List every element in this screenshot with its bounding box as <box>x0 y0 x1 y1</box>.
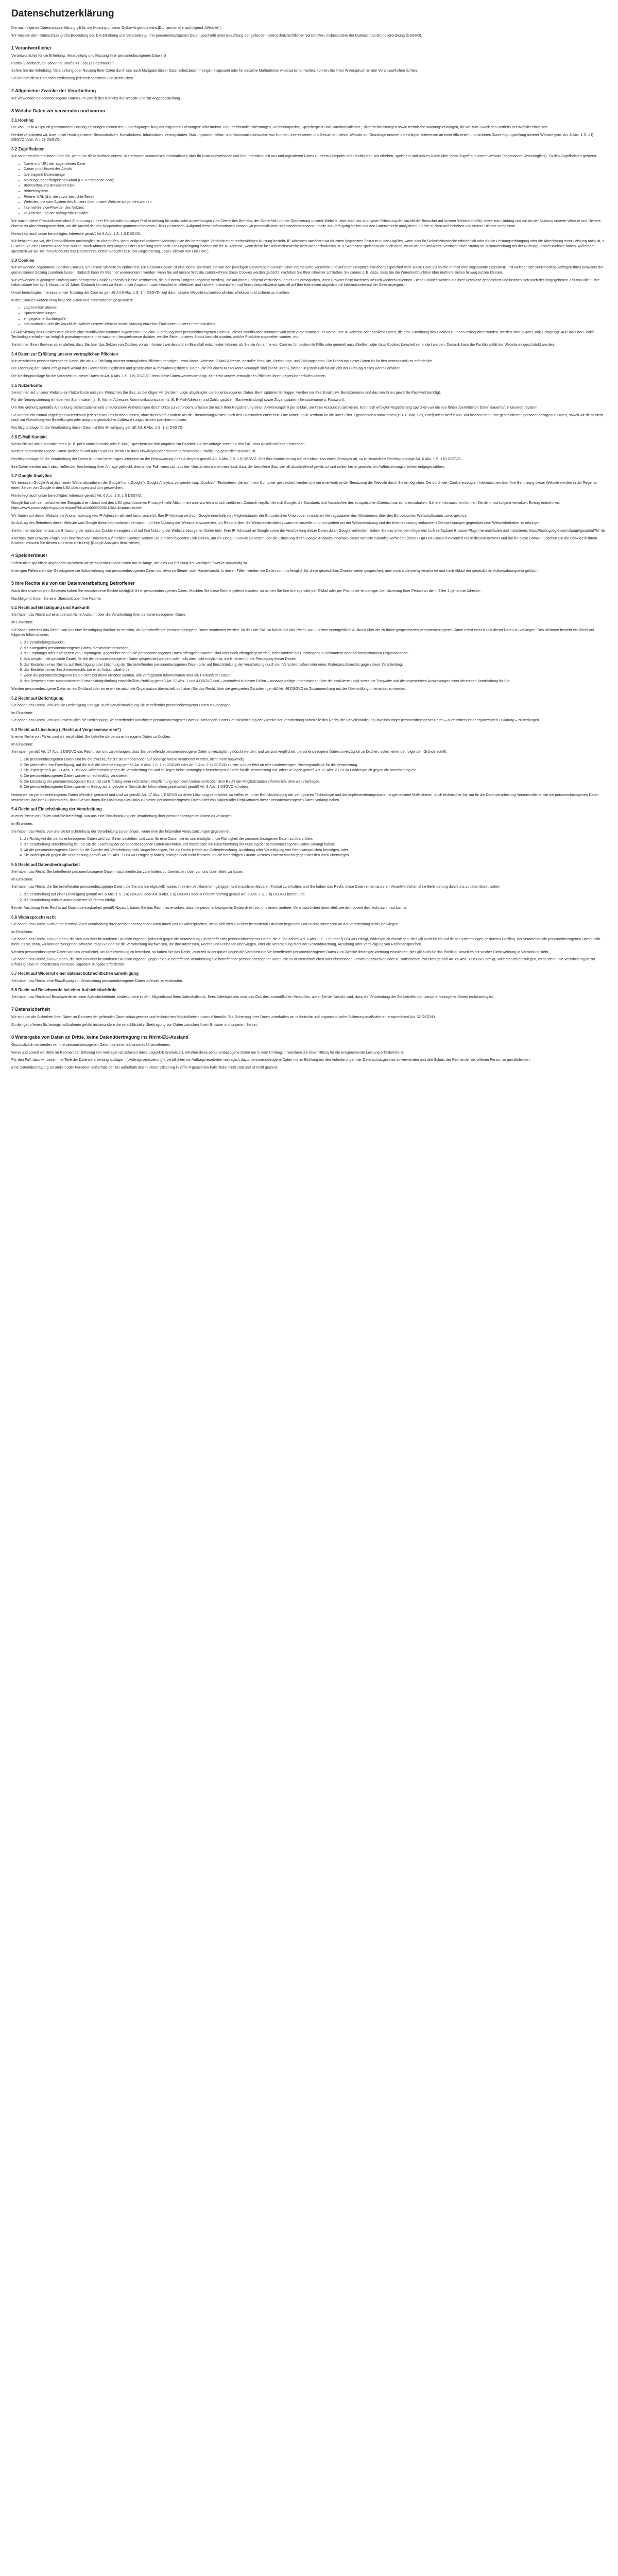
list-item: 3. Sie legen gemäß Art. 21 Abs. 1 DSGVO Widerspruch gegen die Verarbeitung ein und es liegen keine vorrangigen berechtigten Gründe für die Verarbeitung vor, oder Sie legen gemäß Art. 21 Abs. 2 DSGVO Widerspruch gegen die Verarbeitung ein. <box>24 768 607 773</box>
paragraph: Sie haben das Recht, aus Gründen, die sich aus Ihrer besonderen Situation ergeben, jederzeit gegen die Verarbeitung Sie betreffender personenbezogener Daten, die aufgrund von Art. 6 Abs. 1 S. 1 e) oder f) DSGVO erfolgt, Widerspruch einzulegen; dies gilt auch für ein auf diese Bestimmungen gestütztes Profiling. Wir verarbeiten die personenbezogenen Daten nicht mehr, es sei denn, wir können zwingende schutzwürdige Gründe für die Verarbeitung nachweisen, die Ihre Interessen, Rechte und Freiheiten überwiegen, oder die Verarbeitung dient der Geltendmachung, Ausübung oder Verteidigung von Rechtsansprüchen. <box>11 938 600 946</box>
list-item: 4. Die personenbezogenen Daten wurden unrechtmäßig verarbeitet. <box>24 774 607 779</box>
list-item: • Spracheinstellungen <box>24 311 607 316</box>
paragraph: In einer Reihe von Fällen sind wir verpflichtet, Sie betreffende personenbezogene Daten zu löschen. <box>11 735 171 739</box>
subsection-heading: 3.6 E-Mail Kontakt <box>11 434 47 439</box>
subsection-heading: 5.3 Recht auf Löschung („Recht auf Vergessenwerden“) <box>11 727 121 732</box>
paragraph: Sie haben das Recht auf eine übersichtliche Auskunft über die Verarbeitung Ihrer personenbezogenen Daten. <box>11 613 186 617</box>
section <box>11 1034 607 1071</box>
paragraph: Sie haben das Recht auf Beschwerde bei einer Aufsichtsbehörde, insbesondere in dem Mitgliedstaat Ihres Aufenthaltsorts, Ihres Arbeitsplatzes oder des Orts des mutmaßlichen Verstoßes, wenn Sie der Ansicht sind, dass die Verarbeitung der Sie betreffenden personenbezogenen Daten rechtswidrig ist. <box>11 995 494 999</box>
section <box>11 1006 607 1028</box>
numbered-list <box>11 640 607 684</box>
paragraph: Wir verwenden in geringem Umfang auch persistente Cookies (ebenfalls kleine Textdateien, die auf Ihrem Endgerät abgelegt werden), die auf Ihrem Endgerät verbleiben und es uns ermöglichen, Ihren Browser beim nächsten Besuch wiederzuerkennen. Diese Cookies werden auf Ihrer Festplatte gespeichert und löschen sich nach der vorgegebenen Zeit von allein. Ihre Lebensdauer beträgt 1 Monat bis 10 Jahre. Dadurch können wir Ihnen unser Angebot nutzerfreundlicher, effektiver und sicherer präsentieren und Ihnen beispielsweise speziell auf Ihre Interessen abgestimmte Informationen auf der Seite anzeigen. <box>11 278 600 287</box>
paragraph: Wir sind um die Sicherheit Ihrer Daten im Rahmen der geltenden Datenschutzgesetze und technischen Möglichkeiten maximal bemüht. Zur Sicherung Ihrer Daten unterhalten wir technische und organisatorische Sicherungsmaßnahmen entsprechend Art. 32 DSGVO. <box>11 1015 436 1020</box>
paragraph: Sie haben das Recht, von uns unverzüglich die Berichtigung Sie betreffender unrichtiger personenbezogener Daten zu verlangen. Unter Berücksichtigung der Zwecke der Verarbeitung haben Sie das Recht, die Vervollständigung unvollständiger personenbezogener Daten – auch mittels einer ergänzenden Erklärung – zu verlangen. <box>11 719 540 723</box>
paragraph: Sofern nicht spezifisch angegeben speichern wir personenbezogene Daten nur so lange, wie dies zur Erfüllung der verfolgten Zwecke notwendig ist. <box>11 562 248 566</box>
list-item: • übertragene Datenmenge <box>24 173 607 178</box>
paragraph: Zu den getroffenen Sicherungsmaßnahmen gehört insbesondere die verschlüsselte Übertragung von Daten zwischen Ihrem Browser und unserem Server. <box>11 1023 258 1027</box>
list-item: 7. wenn die personenbezogenen Daten nicht bei Ihnen erhoben werden, alle verfügbaren Informationen über die Herkunft der Daten; <box>24 673 607 679</box>
paragraph: Sie haben das Recht, aus Gründen, die sich aus Ihrer besonderen Situation ergeben, gegen die Sie betreffende Verarbeitung Sie betreffender personenbezogener Daten, die zu wissenschaftlichen oder historischen Forschungszwecken oder zu statistischen Zwecken gemäß Art. 89 Abs. 1 DSGVO erfolgt, Widerspruch einzulegen, es sei denn, die Verarbeitung ist zur Erfüllung einer im öffentlichen Interesse liegenden Aufgabe erforderlich. <box>11 958 596 967</box>
section-heading: 8 Weitergabe von Daten an Dritte, keine Datenübertragung ins Nicht-EU-Ausland <box>11 1034 188 1040</box>
list-item: 6. das Bestehen eines Beschwerderechts bei einer Aufsichtsbehörde; <box>24 668 607 673</box>
numbered-list <box>11 837 607 858</box>
bullet-list <box>11 162 607 216</box>
section-heading: 7 Datensicherheit <box>11 1006 50 1012</box>
paragraph: Sie haben das Recht, Sie betreffende personenbezogene Daten maschinenlesbar zu erhalten, zu übermitteln, oder von uns übermitteln zu lassen. <box>11 870 245 874</box>
paragraph: Grundsätzlich verwenden wir Ihre personenbezogenen Daten nur innerhalb unseres Unternehmens. <box>11 1043 171 1047</box>
section <box>11 26 607 38</box>
paragraph: Sie haben das Recht, auch einer rechtmäßigen Verarbeitung Ihrer personenbezogenen Daten durch uns zu widersprechen, wenn sich dies aus Ihrer besonderen Situation begründet und unsere Interessen an der Verarbeitung nicht überwiegen. <box>11 922 399 926</box>
paragraph: Wir benutzen Google Analytics, einen Webanalysedienst der Google Inc. („Google“). Google Analytics verwendet sog. „Cookies“, Textdateien, die auf Ihrem Computer gespeichert werden und die eine Analyse der Benutzung der Website durch Sie ermöglichen. Die durch den Cookie erzeugten Informationen über Ihre Benutzung dieser Website werden in der Regel an einen Server von Google in den USA übertragen und dort gespeichert. <box>11 481 598 490</box>
paragraph: Weitere personenbezogene Daten speichern und nutzen wir nur, wenn Sie dazu einwilligen oder dies ohne besondere Einwilligung gesetzlich zulässig ist. <box>11 450 256 454</box>
page-title: Datenschutzerklärung <box>11 8 114 19</box>
paragraph: In einigen Fällen sieht der Gesetzgeber die Aufbewahrung von personenbezogenen Daten vor, etwa im Steuer- oder Handelsrecht. In diesen Fällen werden die Daten von uns lediglich für diese gesetzlichen Zwecke weiter gespeichert, aber nicht anderweitig verarbeitet und nach Ablauf der gesetzlichen Aufbewahrungsfrist gelöscht. <box>11 569 540 573</box>
subsection-heading: 5.6 Widerspruchsrecht <box>11 914 56 920</box>
paragraph: In einer Reihe von Fällen sind Sie berechtigt, von uns eine Einschränkung der Verarbeitung Ihrer personenbezogenen Daten zu verlangen. <box>11 815 233 819</box>
paragraph: Für die Neuregistrierung erheben wir Stammdaten (z. B. Name, Adresse), Kommunikationsdaten (z. B. E-Mail-Adresse) und Zahlungsdaten (Bankverbindung) sowie Zugangsdaten (Benutzername u. Passwort). <box>11 398 345 402</box>
list-item: 4. Sie Widerspruch gegen die Verarbeitung gemäß Art. 21 Abs. 1 DSGVO eingelegt haben, solange noch nicht feststeht, ob die berechtigten Gründe unseres Unternehmens gegenüber den Ihren überwiegen. <box>24 853 607 858</box>
paragraph: Im Einzelnen: <box>11 711 33 715</box>
paragraph: Wir sammeln Informationen über Sie, wenn Sie diese Website nutzen. Wir erfassen automatisch Informationen über Ihr Nutzungsverhalten und Ihre Interaktion mit uns und registrieren Daten zu Ihrem Computer oder Mobilgerät. Wir erheben, speichern und nutzen Daten über jeden Zugriff auf unsere Website (sogenannte Serverlogfiles). Zu den Zugriffsdaten gehören: <box>11 155 597 159</box>
section <box>11 88 607 101</box>
paragraph: Wenn Sie mit uns in Kontakt treten (z. B. per Kontaktformular oder E-Mail), speichern wir Ihre Angaben zur Bearbeitung der Anfrage sowie für den Fall, dass Anschlussfragen entstehen. <box>11 442 306 446</box>
list-item: 5. Die Löschung der personenbezogenen Daten ist zur Erfüllung einer rechtlichen Verpflichtung nach dem Unionsrecht oder dem Recht der Mitgliedstaaten erforderlich, dem wir unterliegen. <box>24 779 607 785</box>
paragraph: Unser berechtigtes Interesse an der Nutzung der Cookies gemäß Art 6 Abs. 1 S. 1 f) DSGVO liegt darin, unsere Website nutzerfreundlicher, effektiver und sicherer zu machen. <box>11 291 290 295</box>
section-heading: 4 Speicherdauer <box>11 553 48 558</box>
paragraph: Die von uns in Anspruch genommenen Hosting-Leistungen dienen der Zurverfügungstellung der folgenden Leistungen: Infrastruktur- und Plattformdienstleistungen, Rechenkapazität, Speicherplatz und Datenbankdienste, Sicherheitsleistungen sowie technische Wartungsleistungen, die wir zum Zweck des Betriebs der Website einsetzen. <box>11 126 548 130</box>
section <box>11 580 607 1000</box>
paragraph: Haben wir die personenbezogenen Daten öffentlich gemacht und sind wir gemäß Art. 17 Abs. 1 DSGVO zu deren Löschung verpflichtet, so treffen wir unter Berücksichtigung der verfügbaren Technologie und der Implementierungskosten angemessene Maßnahmen, auch technischer Art, um für die Datenverarbeitung Verantwortliche, die die personenbezogenen Daten verarbeiten, darüber zu informieren, dass Sie von ihnen die Löschung aller Links zu diesen personenbezogenen Daten oder von Kopien oder Replikationen dieser personenbezogenen Daten verlangt haben. <box>11 793 599 802</box>
paragraph: Sie können darüber hinaus die Erfassung der durch das Cookie erzeugten und auf Ihre Nutzung der Website bezogenen Daten (inkl. Ihrer IP-Adresse) an Google sowie die Verarbeitung dieser Daten durch Google verhindern, indem Sie das unter dem folgenden Link verfügbare Browser-Plugin herunterladen und installieren: https://tools.google.com/dlpage/gaoptout?hl=de <box>11 529 605 533</box>
section-heading: 1 Verantwortlicher <box>11 45 52 50</box>
paragraph: Die nachfolgende Datenschutzerklärung gilt für die Nutzung unseres Online-Angebots www.[Domainname] (nachfolgend „Website“). <box>11 26 222 30</box>
paragraph: Sie können diese Datenschutzerklärung jederzeit speichern und ausdrucken. <box>11 76 134 80</box>
list-item: 1. die Verarbeitungszwecke; <box>24 640 607 646</box>
paragraph: Für den Fall, dass wir bestimmte Teile der Datenverarbeitung auslagern („Auftragsverarbeitung“), verpflichten wir Auftragsverarbeiter vertraglich dazu, personenbezogene Daten nur im Einklang mit den Anforderungen der Datenschutzgesetze zu verwenden und den Schutz der Rechte der betroffenen Person zu gewährleisten. <box>11 1058 530 1062</box>
paragraph: Sie können auf unserer Website ein Nutzerkonto anlegen. Wünschen Sie dies, so benötigen wir die beim Login abgefragten personenbezogenen Daten. Beim späteren Einloggen werden nur Ihre Email bzw. Benutzername und das von Ihnen gewählte Passwort benötigt. <box>11 391 441 395</box>
paragraph: Bei Aktivierung des Cookies wird diesem eine Identifikationsnummer zugewiesen und eine Zuordnung Ihrer personenbezogenen Daten zu dieser Identifikationsnummer wird nicht vorgenommen. Ihr Name, Ihre IP-Adresse oder ähnliche Daten, die eine Zuordnung des Cookies zu Ihnen ermöglichen würden, werden nicht in den Cookie eingelegt. Auf Basis der Cookie-Technologie erhalten wir lediglich pseudonymisierte Informationen, beispielsweise darüber, welche Seiten unseres Shops besucht wurden, welche Produkte angesehen wurden, etc. <box>11 330 596 340</box>
list-item: 3. wir die personenbezogenen Daten für die Zwecke der Verarbeitung nicht länger benötigen, Sie die Daten jedoch zur Geltendmachung, Ausübung oder Verteidigung von Rechtsansprüchen benötigen, oder <box>24 848 607 853</box>
list-item: • Websites, die vom System des Nutzers über unsere Website aufgerufen werden <box>24 200 607 205</box>
subsection-heading: 5.2 Recht auf Berichtigung <box>11 696 64 701</box>
section <box>11 552 607 574</box>
paragraph: Sie können ein einmal angelegtes Nutzerkonto jederzeit von uns löschen lassen, ohne dass hierfür andere als die Übermittlungskosten nach den Basistarifen entstehen. Eine Mitteilung in Textform an die unter Ziffer 1 genannten Kontaktdaten (z.B. E-Mail, Fax, Brief) reicht hierfür aus. Wir löschen dann Ihre gespeicherten personenbezogenen Daten, soweit wir diese nicht noch zur Abwicklung von Bestellungen oder aufgrund gesetzlicher Aufbewahrungspflichten speichern müssen. <box>11 413 603 422</box>
list-item: 1. Die personenbezogenen Daten sind für die Zwecke, für die sie erhoben oder auf sonstige Weise verarbeitet wurden, nicht mehr notwendig. <box>24 757 607 762</box>
list-item: • Name und URL der abgerufenen Datei <box>24 162 607 167</box>
list-item: • Betriebssystem <box>24 189 607 194</box>
list-item: • Informationen über die Anzahl der Aufrufe unserer Website sowie Nutzung einzelner Funktionen unseres Internetauftritts. <box>24 322 607 327</box>
subsection-heading: 5.7 Recht auf Widerruf einer datenschutzrechtlichen Einwilligung <box>11 971 139 976</box>
list-item: 2. die Verarbeitung mithilfe automatisierter Verfahren erfolgt. <box>24 898 607 903</box>
paragraph: Im Einzelnen: <box>11 877 33 882</box>
paragraph: Wenn und soweit wir Dritte im Rahmen der Erfüllung von Verträgen einschalten (etwa Logistik-Dienstleister), erhalten diese personenbezogene Daten nur in dem Umfang, in welchem die Übermittlung für die entsprechende Leistung erforderlich ist. <box>11 1050 404 1055</box>
paragraph: Hierin liegt auch unser berechtigtes Interesse gemäß Art. 6 Abs. 1 S. 1 f) DSGVO. <box>11 494 142 498</box>
subsection-heading: 5.4 Recht auf Einschränkung der Verarbeitung <box>11 807 102 812</box>
paragraph: Werden personenbezogene Daten an ein Drittland oder an eine internationale Organisation übermittelt, so haben Sie das Recht, über die geeigneten Garantien gemäß Art. 46 DSGVO im Zusammenhang mit der Übermittlung unterrichtet zu werden. <box>11 687 406 691</box>
paragraph: Sie haben gemäß Art. 17 Abs. 1 DSGVO das Recht, von uns zu verlangen, dass Sie betreffende personenbezogene Daten unverzüglich gelöscht werden, und wir sind verpflichtet, personenbezogene Daten unverzüglich zu löschen, sofern einer der folgenden Gründe zutrifft: <box>11 750 448 754</box>
paragraph: Nach den anwendbaren Gesetzen haben Sie verschiedene Rechte bezüglich Ihrer personenbezogenen Daten. Möchten Sie diese Rechte geltend machen, so richten Sie Ihre Anfrage bitte per E-Mail oder per Post unter eindeutiger Identifizierung Ihrer Person an die in Ziffer 1 genannte Adresse. <box>11 589 481 594</box>
paragraph: Im Einzelnen: <box>11 822 33 826</box>
list-item: 1. die Richtigkeit der personenbezogenen Daten wird von Ihnen bestritten, und zwar für eine Dauer, die es uns ermöglicht, die Richtigkeit der personenbezogenen Daten zu überprüfen, <box>24 837 607 842</box>
paragraph: Im Auftrag des Betreibers dieser Website wird Google diese Informationen benutzen, um Ihre Nutzung der Website auszuwerten, um Reports über die Websiteaktivitäten zusammenzustellen und um weitere mit der Websitenutzung und der Internetnutzung verbundene Dienstleistungen gegenüber dem Websitebetreiber zu erbringen. <box>11 521 542 526</box>
paragraph: Alternativ zum Browser-Plugin oder innerhalb von Browsern auf mobilen Geräten können Sie auf den folgenden Link klicken, um ein Opt-Out-Cookie zu setzen, der die Erfassung durch Google Analytics innerhalb dieser Website zukünftig verhindert (dieses Opt-Out-Cookie funktioniert nur in diesem Browser und nur für diese Domain. Löschen Sie die Cookies in Ihrem Browser, müssen Sie diesen Link erneut klicken): [Google Analytics deaktivieren] <box>11 536 597 546</box>
list-item: 2. die Kategorien personenbezogener Daten, die verarbeitet werden; <box>24 646 607 651</box>
paragraph: Wir verwenden sogenannte Session-Cookies, um unsere Website zu optimieren. Ein Session-Cookie ist eine kleine Textdatei, die von den jeweiligen Servern beim Besuch einer Internetseite verschickt und auf Ihrer Festplatte zwischengespeichert wird. Diese Datei als solche enthält eine sogenannte Session-ID, mit welcher sich verschiedene Anfragen Ihres Browsers der gemeinsamen Sitzung zuordnen lassen. Dadurch kann Ihr Rechner wiedererkannt werden, wenn Sie auf unsere Website zurückkehren. Diese Cookies werden gelöscht, nachdem Sie Ihren Browser schließen. Sie dienen z. B. dazu, dass Sie die Warenkorbfunktion über mehrere Seiten hinweg nutzen können. <box>11 266 604 275</box>
paragraph: Wir haben auf dieser Website die Anonymisierung von IP-Adressen aktiviert (anonymizeIp). Ihre IP-Adresse wird von Google innerhalb von Mitgliedstaaten der Europäischen Union oder in anderen Vertragsstaaten des Abkommens über den Europäischen Wirtschaftsraum zuvor gekürzt. <box>11 514 467 518</box>
numbered-list <box>11 892 607 903</box>
list-item: • eingegebene Suchbegriffe <box>24 317 607 322</box>
subsection-heading: 3.7 Google Analytics <box>11 473 52 479</box>
list-item: • Log-In-Informationen <box>24 306 607 311</box>
paragraph: Wir verarbeiten personenbezogene Daten, die wir zur Erfüllung unserer vertraglichen Pflichten benötigen, etwa Name, Adresse, E-Mail-Adresse, bestellte Produkte, Rechnungs- und Zahlungsdaten. Die Erhebung dieser Daten ist für den Vertragsschluss erforderlich. <box>11 359 434 363</box>
privacy-policy-document <box>0 0 618 1092</box>
paragraph: Hierbei verarbeiten wir, bzw. unser Hostinganbieter Bestandsdaten, Kontaktdaten, Inhaltsdaten, Vertragsdaten, Nutzungsdaten, Meta- und Kommunikationsdaten von Kunden, Interessenten und Besuchern dieser Website auf Grundlage unserer berechtigten Interessen an einer effizienten und sicheren Zurverfügungstellung unserer Website gem. Art. 6 Abs. 1 S. 1 f) DSGVO i.V.m. Art. 28 DSGVO. <box>11 133 594 142</box>
paragraph: Sie haben das Recht, eine Einwilligung zur Verarbeitung personenbezogener Daten jederzeit zu widerrufen. <box>11 979 183 983</box>
paragraph: Im Einzelnen: <box>11 621 33 625</box>
subsection-heading: 3.5 Nutzerkonto <box>11 383 43 388</box>
sections-container <box>11 26 607 1070</box>
paragraph: Hierin liegt auch unser berechtigtes Interesse gemäß Art 6 Abs. 1 S. 1 f) DSGVO. <box>11 232 141 236</box>
paragraph: Sofern Sie der Erhebung, Verarbeitung oder Nutzung Ihrer Daten durch uns nach Maßgabe dieser Datenschutzbestimmungen insgesamt oder für einzelne Maßnahmen widersprechen wollen, können Sie Ihren Widerspruch an den Verantwortlichen richten. <box>11 69 418 73</box>
subsection-heading: 5.1 Recht auf Bestätigung und Auskunft <box>11 605 90 611</box>
paragraph: Sie können Ihren Browser so einstellen, dass Sie über das Setzen von Cookies vorab informiert werden und im Einzelfall entscheiden können, ob Sie die Annahme von Cookies für bestimmte Fälle oder generell ausschließen, oder dass Cookies komplett verhindert werden. Dadurch kann die Funktionalität der Website eingeschränkt werden. <box>11 343 555 347</box>
list-item: • Referer URL (d.h. die zuvor besuchte Seite) <box>24 195 607 200</box>
list-item: 5. das Bestehen eines Rechts auf Berichtigung oder Löschung der Sie betreffenden personenbezogenen Daten oder auf Einschränkung der Verarbeitung durch den Verantwortlichen oder eines Widerspruchsrechts gegen diese Verarbeitung; <box>24 663 607 668</box>
numbered-list <box>11 757 607 790</box>
paragraph: Wir behalten uns vor, die Protokolldaten nachträglich zu überprüfen, wenn aufgrund konkreter Anhaltspunkte der berechtigte Verdacht einer rechtswidrigen Nutzung besteht. IP-Adressen speichern wir für einen begrenzten Zeitraum in den Logfiles, wenn dies für Sicherheitszwecke erforderlich oder für die Leistungserbringung oder die Abrechnung einer Leistung nötig ist, z. B. wenn Sie eines unserer Angebote nutzen. Nach Abbruch des Vorgangs der Bestellung oder nach Zahlungseingang löschen wir die IP-Adresse, wenn diese für Sicherheitszwecke nicht mehr erforderlich ist. IP-Adressen speichern wir auch dann, wenn wir den konkreten Verdacht einer Straftat im Zusammenhang mit der Nutzung unserer Website haben. Außerdem speichern wir als Teil Ihres Accounts das Datum Ihres letzten Besuchs (z.B. bei Registrierung, Login, Klicken von Links etc.). <box>11 240 605 253</box>
bullet-list <box>11 306 607 327</box>
subsection-heading: 3.4 Daten zur Erfüllung unserer vertraglichen Pflichten <box>11 351 118 357</box>
paragraph: Um Ihre ordnungsgemäße Anmeldung sicherzustellen und unautorisierte Anmeldungen durch Dritte zu verhindern, erhalten Sie nach Ihrer Registrierung einen Aktivierungslink per E-Mail, um Ihren Account zu aktivieren. Erst nach erfolgter Registrierung speichern wir die von Ihnen übermittelten Daten dauerhaft in unserem System. <box>11 406 539 410</box>
paragraph: Im Einzelnen: <box>11 742 33 747</box>
paragraph: Wir messen dem Datenschutz große Bedeutung bei. Die Erhebung und Verarbeitung Ihrer personenbezogenen Daten geschieht unter Beachtung der geltenden datenschutzrechtlichen Vorschriften, insbesondere der Datenschutz-Grundverordnung (DSGVO). <box>11 33 422 38</box>
subsection-heading: 3.3 Cookies <box>11 258 35 263</box>
section <box>11 108 607 546</box>
paragraph: Bei der Ausübung Ihres Rechts auf Datenübertragbarkeit gemäß Absatz 1 haben Sie das Recht, zu erwirken, dass die personenbezogenen Daten direkt von uns einem anderen Verantwortlichen übermittelt werden, soweit dies technisch machbar ist. <box>11 906 407 910</box>
list-item: 2. Sie widerrufen Ihre Einwilligung, auf die sich die Verarbeitung gemäß Art. 6 Abs. 1 S. 1 a) DSGVO oder Art. 9 Abs. 2 a) DSGVO stützte, und es fehlt an einer anderweitigen Rechtsgrundlage für die Verarbeitung. <box>24 763 607 768</box>
paragraph: Sie haben jederzeit das Recht, von uns eine Bestätigung darüber zu erhalten, ob Sie betreffende personenbezogene Daten verarbeitet werden. Ist dies der Fall, so haben Sie das Recht, von uns eine unentgeltliche Auskunft über die zu Ihnen gespeicherten personenbezogenen Daten nebst einer Kopie dieser Daten zu verlangen. Des Weiteren besteht ein Recht auf folgende Informationen: <box>11 628 594 637</box>
list-item: 1. die Verarbeitung auf einer Einwilligung gemäß Art. 6 Abs. 1 S. 1 a) DSGVO oder Art. 9 Abs. 2 a) DSGVO oder auf einem Vertrag gemäß Art. 6 Abs. 1 S. 1 b) DSGVO beruht und <box>24 892 607 897</box>
list-item: • Browsertyp und Browserversion <box>24 183 607 189</box>
list-item: 6. Die personenbezogenen Daten wurden in Bezug auf angebotene Dienste der Informationsgesellschaft gemäß Art. 8 Abs. 1 DSGVO erhoben. <box>24 785 607 790</box>
paragraph: Nachfolgend finden Sie eine Übersicht über Ihre Rechte. <box>11 597 102 601</box>
paragraph: Die Rechtsgrundlage für die Verarbeitung dieser Daten ist Art. 6 Abs. 1 S. 1 b) DSGVO, denn diese Daten werden benötigt, damit wir unsere vertraglichen Pflichten Ihnen gegenüber erfüllen können. <box>11 375 327 379</box>
paragraph: Ihre Daten werden nach abschließender Bearbeitung Ihrer Anfrage gelöscht, dies ist der Fall, wenn sich aus den Umständen entnehmen lässt, dass der betroffene Sachverhalt abschließend geklärt ist und sofern keine gesetzlichen Aufbewahrungspflichten entgegenstehen. <box>11 465 445 469</box>
paragraph: Wir verwenden personenbezogene Daten zum Zweck des Betriebs der Website und zur Angebotsstellung. <box>11 96 181 100</box>
list-item: • Internet-Service-Provider des Nutzers <box>24 206 607 211</box>
paragraph: Verantwortlicher für die Erhebung, Verarbeitung und Nutzung Ihrer personenbezogenen Daten ist <box>11 54 166 58</box>
paragraph: Patrick Eisenbach, St. Johanner Straße 41 · 66111 Saarbrücken <box>11 61 114 65</box>
subsection-heading: 5.8 Recht auf Beschwerde bei einer Aufsichtsbehörde <box>11 988 117 993</box>
paragraph: Rechtsgrundlage für die Verarbeitung dieser Daten ist Ihre Einwilligung gemäß Art. 6 Abs. 1 S. 1 a) DSGVO. <box>11 426 184 430</box>
paragraph: Sie haben das Recht, von uns die Einschränkung der Verarbeitung zu verlangen, wenn eine der folgenden Voraussetzungen gegeben ist: <box>11 829 231 834</box>
list-item: 2. die Verarbeitung unrechtmäßig ist und Sie die Löschung der personenbezogenen Daten ablehnten und stattdessen die Einschränkung der Nutzung der personenbezogenen Daten verlangt haben; <box>24 842 607 848</box>
paragraph: Wir nutzen diese Protokolldaten ohne Zuordnung zu Ihrer Person oder sonstiger Profilerstellung für statistische Auswertungen zum Zweck des Betriebs, der Sicherheit und der Optimierung unserer Website, aber auch zur anonymen Erfassung der Anzahl der Besucher auf unserer Website (traffic) sowie zum Umfang und zur Art der Nutzung unserer Website und Dienste, ebenso zu Abrechnungszwecken, um die Anzahl der von Kooperationspartnern erhaltenen Clicks zu messen. Aufgrund dieser Informationen können wir personalisierte und standortbezogene Inhalte zur Verfügung stellen und den Datenverkehr analysieren, Fehler suchen und beheben und unsere Dienste verbessern. <box>11 219 602 228</box>
paragraph: Google hat sich dem zwischen der Europäischen Union und den USA geschlossenen Privacy-Shield-Abkommen unterworfen und sich zertifiziert. Dadurch verpflichtet sich Google, die Standards und Vorschriften des europäischen Datenschutzrechts einzuhalten. Nähere Informationen können Sie dem nachfolgend verlinkten Eintrag entnehmen: https://www.privacyshield.gov/participant?id=a2zt000000001L5AAI&status=Active <box>11 501 560 511</box>
list-item: 3. die Empfänger oder Kategorien von Empfängern, gegenüber denen die personenbezogenen Daten offengelegt worden sind oder noch offengelegt werden, insbesondere bei Empfängern in Drittländern oder bei internationalen Organisationen; <box>24 651 607 656</box>
paragraph: Sie haben das Recht, von uns die Berichtigung und ggf. auch Vervollständigung Sie betreffender personenbezogener Daten zu verlangen. <box>11 704 232 708</box>
paragraph: Eine Datenübertragung an Stellen oder Personen außerhalb der EU außerhalb des in dieser Erklärung in Ziffer 4 genannten Falls findet nicht statt und ist nicht geplant. <box>11 1065 278 1070</box>
paragraph: Im Einzelnen: <box>11 930 33 934</box>
subsection-heading: 5.5 Recht auf Datenübertragbarkeit <box>11 862 80 867</box>
subsection-heading: 3.2 Zugriffsdaten <box>11 147 45 152</box>
paragraph: In den Cookies werden etwa folgende Daten und Informationen gespeichert: <box>11 298 133 302</box>
section-heading: 3 Welche Daten wir verwenden und warum <box>11 108 105 113</box>
subsection-heading: 3.1 Hosting <box>11 118 34 123</box>
list-item: • IP-Adresse und der anfragende Provider <box>24 211 607 216</box>
list-item: 8. das Bestehen einer automatisierten Entscheidungsfindung einschließlich Profiling gemäß Art. 22 Abs. 1 und 4 DSGVO und – zumindest in diesen Fällen – aussagekräftige Informationen über die involvierte Logik sowie die Tragweite und die angestrebten Auswirkungen einer derartigen Verarbeitung für Sie. <box>24 679 607 684</box>
paragraph: Die Löschung der Daten erfolgt nach Ablauf der Gewährleistungsfristen und gesetzlicher Aufbewahrungsfristen. Daten, die mit einem Nutzerkonto verknüpft sind (siehe unten), bleiben in jedem Fall für die Zeit der Führung dieses Kontos erhalten. <box>11 367 402 371</box>
list-item: • Datum und Uhrzeit des Abrufs <box>24 167 607 172</box>
list-item: 4. falls möglich, die geplante Dauer, für die die personenbezogenen Daten gespeichert werden, oder, falls dies nicht möglich ist, die Kriterien für die Festlegung dieser Dauer; <box>24 657 607 662</box>
section-heading: 2 Allgemeine Zwecke der Verarbeitung <box>11 88 96 93</box>
section-heading: 5 Ihre Rechte als von der Datenverarbeitung Betroffener <box>11 580 135 586</box>
section <box>11 45 607 81</box>
paragraph: Werden personenbezogene Daten von uns verarbeitet, um Direktwerbung zu betreiben, so haben Sie das Recht, jederzeit Widerspruch gegen die Verarbeitung Sie betreffender personenbezogener Daten zum Zwecke derartiger Werbung einzulegen; dies gilt auch für das Profiling, soweit es mit solcher Direktwerbung in Verbindung steht. <box>11 950 550 954</box>
paragraph: Sie haben das Recht, die Sie betreffenden personenbezogenen Daten, die Sie uns bereitgestellt haben, in einem strukturierten, gängigen und maschinenlesbaren Format zu erhalten, und Sie haben das Recht, diese Daten einem anderen Verantwortlichen ohne Behinderung durch uns zu übermitteln, sofern <box>11 885 501 889</box>
list-item: • Meldung über erfolgreichen Abruf (HTTP response code) <box>24 178 607 183</box>
paragraph: Rechtsgrundlage für die Verarbeitung der Daten ist unser berechtigtes Interesse an der Beantwortung Ihres Anliegens gemäß Art. 6 Abs. 1 S. 1 f) DSGVO. Zielt Ihre Kontaktierung auf den Abschluss eines Vertrages ab, so ist zusätzliche Rechtsgrundlage Art. 6 Abs. 1 S. 1 b) DSGVO. <box>11 457 462 462</box>
